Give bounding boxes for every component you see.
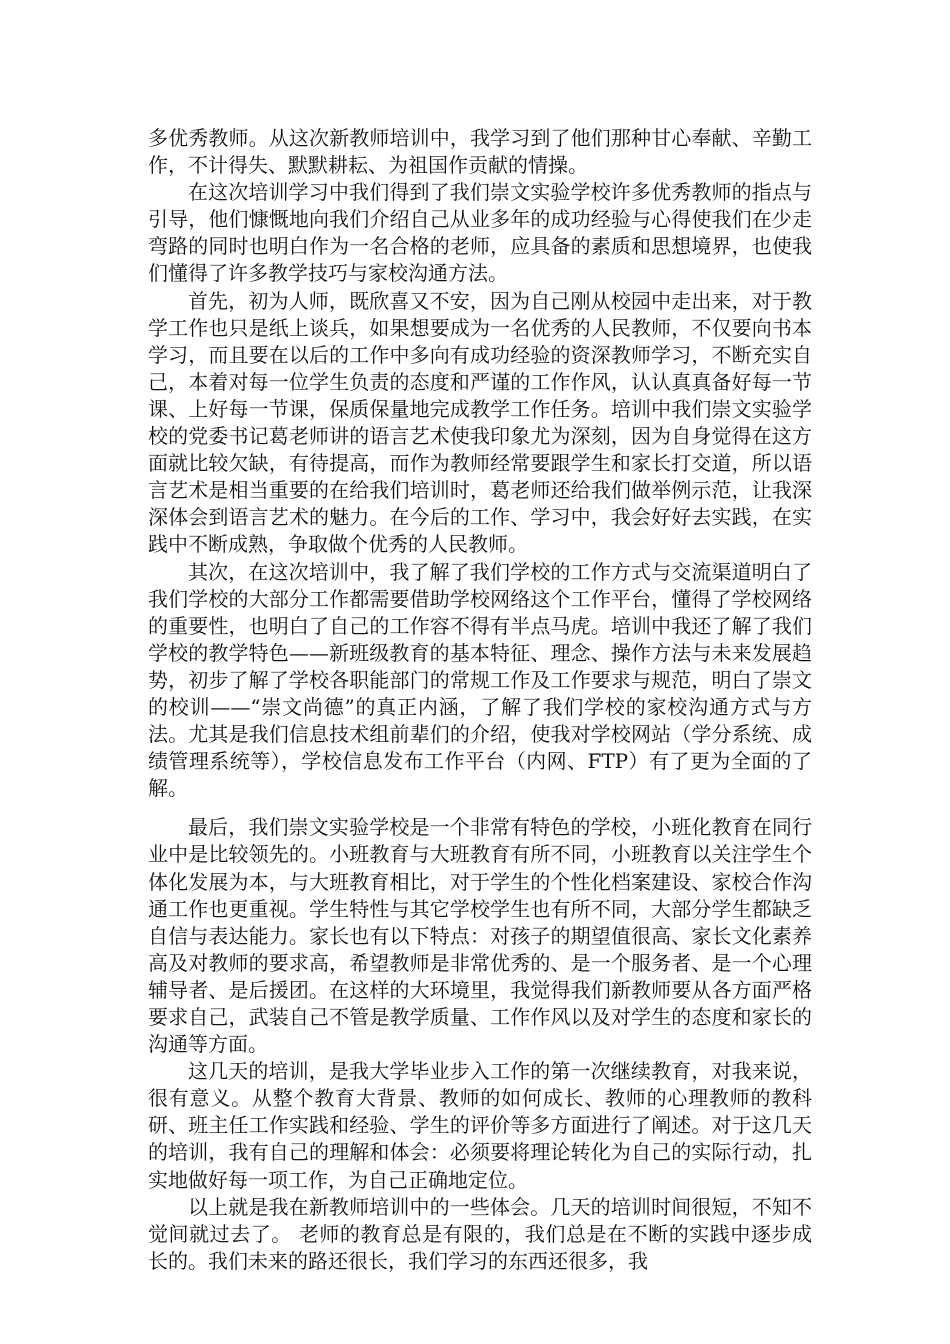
paragraph-conclusion: 以上就是我在新教师培训中的一些体会。几天的培训时间很短，不知不觉间就过去了。 老师的教育总是有限的，我们总是在不断的实践中逐步成长的。我们未来的路还很长，我们学习的东西还很多，我 bbox=[148, 1194, 812, 1273]
paragraph-last-school: 最后，我们崇文实验学校是一个非常有特色的学校，小班化教育在同行业中是比较领先的。小班教育与大班教育有所不同，小班教育以关注学生个体化发展为本，与大班教育相比，对于学生的个性化档案建设、家校合作沟通工作也更重视。学生特性与其它学校学生也有所不同，大部分学生都缺乏自信与表达能力。家长也有以下特点：对孩子的期望值很高、家长文化素养高及对教师的要求高，希望教师是非常优秀的、是一个服务者、是一个心理辅导者、是后援团。在这样的大环境里，我觉得我们新教师要从各方面严格要求自己，武装自己不管是教学质量、工作作风以及对学生的态度和家长的沟通等方面。 bbox=[148, 815, 812, 1057]
paragraph-training-guidance: 在这次培训学习中我们得到了我们崇文实验学校许多优秀教师的指点与引导，他们慷慨地向我们介绍自己从业多年的成功经验与心得使我们在少走弯路的同时也明白作为一名合格的老师，应具备的素质和思想境界，也使我们懂得了许多教学技巧与家校沟通方法。 bbox=[148, 180, 812, 286]
paragraph-training-days: 这几天的培训，是我大学毕业步入工作的第一次继续教育，对我来说，很有意义。从整个教育大背景、教师的如何成长、教师的心理教师的教科研、班主任工作实践和经验、学生的评价等多方面进行了阐述。对于这几天的培训，我有自己的理解和体会：必须要将理论转化为自己的实际行动，扎实地做好每一项工作，为自己正确地定位。 bbox=[148, 1059, 812, 1192]
document-body bbox=[148, 125, 812, 1275]
paragraph-second: 其次，在这次培训中，我了解了我们学校的工作方式与交流渠道明白了我们学校的大部分工作都需要借助学校网络这个工作平台，懂得了学校网络的重要性，也明白了自己的工作容不得有半点马虎。培训中我还了解了我们学校的教学特色——新班级教育的基本特征、理念、操作方法与未来发展趋势，初步了解了学校各职能部门的常规工作及工作要求与规范，明白了崇文的校训——“崇文尚德”的真正内涵，了解了我们学校的家校沟通方式与方法。尤其是我们信息技术组前辈们的介绍，使我对学校网站（学分系统、成绩管理系统等），学校信息发布工作平台（内网、FTP）有了更为全面的了解。 bbox=[148, 559, 812, 801]
paragraph-first: 首先，初为人师，既欣喜又不安，因为自己刚从校园中走出来，对于教学工作也只是纸上谈兵，如果想要成为一名优秀的人民教师，不仅要向书本学习，而且要在以后的工作中多向有成功经验的资深教师学习，不断充实自己，本着对每一位学生负责的态度和严谨的工作作风，认认真真备好每一节课、上好每一节课，保质保量地完成教学工作任务。培训中我们崇文实验学校的党委书记葛老师讲的语言艺术使我印象尤为深刻，因为自身觉得在这方面就比较欠缺，有待提高，而作为教师经常要跟学生和家长打交道，所以语言艺术是相当重要的在给我们培训时，葛老师还给我们做举例示范，让我深深体会到语言艺术的魅力。在今后的工作、学习中，我会好好去实践，在实践中不断成熟，争取做个优秀的人民教师。 bbox=[148, 288, 812, 557]
paragraph-continued: 多优秀教师。从这次新教师培训中，我学习到了他们那种甘心奉献、辛勤工作，不计得失、默默耕耘、为祖国作贡献的情操。 bbox=[148, 126, 812, 178]
